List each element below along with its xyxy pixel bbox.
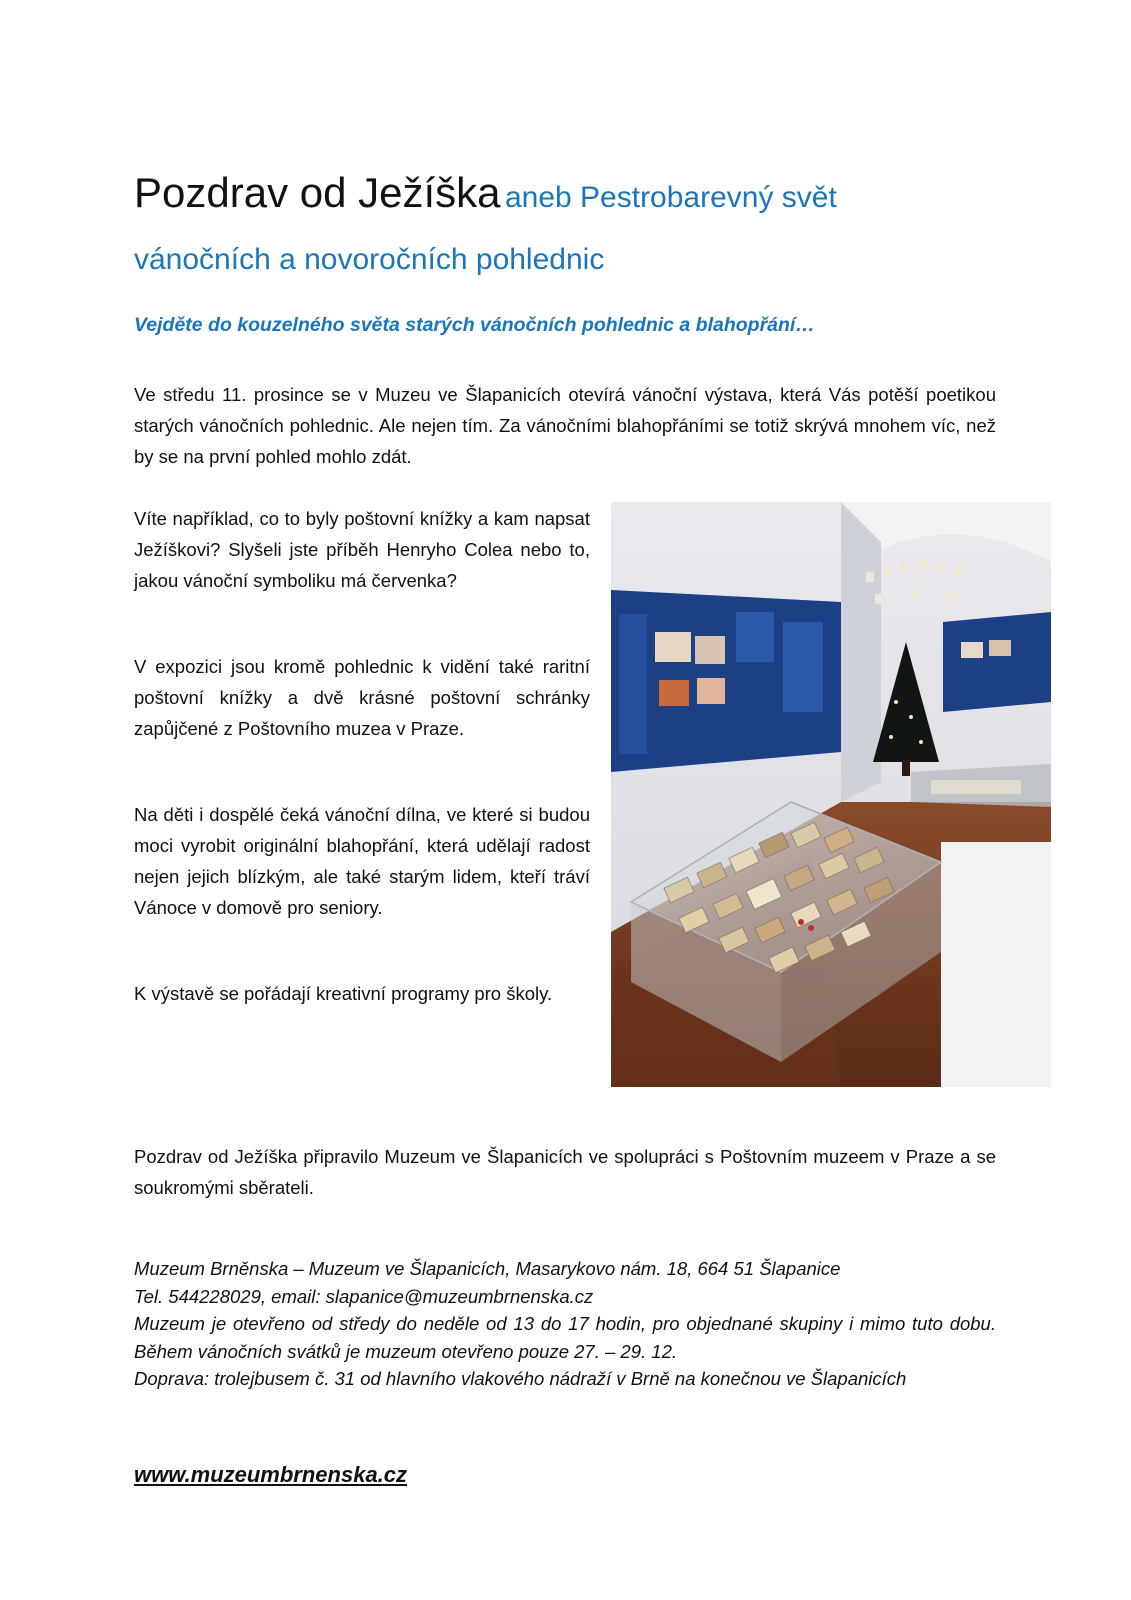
title-line-1 (134, 160, 994, 236)
column-paragraph-1: Víte například, co to byly poštovní knížky a kam napsat Ježíškovi? Slyšeli jste příběh Henryho Colea nebo to, jakou vánoční symboliku má červenka? (134, 508, 590, 591)
contact-block (134, 1255, 996, 1393)
contact-address: Muzeum Brněnska – Muzeum ve Šlapanicích, Masarykovo nám. 18, 664 51 Šlapanice (134, 1258, 841, 1279)
contact-transport: Doprava: trolejbusem č. 31 od hlavního vlakového nádraží v Brně na konečnou ve Šlapanicích (134, 1368, 907, 1389)
title-sub-part2: vánočních a novoročních pohlednic (134, 243, 605, 276)
exhibition-photo (611, 502, 1051, 1087)
contact-hours: Muzeum je otevřeno od středy do neděle od 13 do 17 hodin, pro objednané skupiny i mimo tuto dobu. Během vánočních svátků je muzeum otevřeno pouze 27. – 29. 12. (134, 1313, 996, 1362)
website-link[interactable]: www.muzeumbrnenska.cz (134, 1462, 408, 1487)
intro-paragraph: Ve středu 11. prosince se v Muzeu ve Šlapanicích otevírá vánoční výstava, která Vás potěší poetikou starých vánočních pohlednic. Ale nejen tím. Za vánočními blahopřáními se totiž skrývá mnohem víc, než by se na první pohled mohlo zdát. (134, 384, 996, 467)
title-main: Pozdrav od Ježíška (134, 169, 501, 216)
title-block (134, 160, 994, 282)
column-paragraph-4: K výstavě se pořádají kreativní programy pro školy. (134, 983, 553, 1004)
column-paragraph-2: V expozici jsou kromě pohlednic k vidění také raritní poštovní knížky a dvě krásné poštovní schránky zapůjčené z Poštovního muzea v Praze. (134, 656, 590, 739)
subtitle: Vejděte do kouzelného světa starých vánočních pohlednic a blahopřání… (134, 314, 815, 336)
contact-phone-email: Tel. 544228029, email: slapanice@muzeumbrnenska.cz (134, 1285, 594, 1307)
column-paragraph-3: Na děti i dospělé čeká vánoční dílna, ve které si budou moci vyrobit originální blahopřání, která udělají radost nejen jejich blízkým, ale také starým lidem, kteří tráví Vánoce v domově pro seniory. (134, 804, 590, 918)
credit-paragraph: Pozdrav od Ježíška připravilo Muzeum ve Šlapanicích ve spolupráci s Poštovním muzeem v Praze a se soukromými sběrateli. (134, 1146, 996, 1198)
title-sub-part1: aneb Pestrobarevný svět (504, 181, 837, 214)
